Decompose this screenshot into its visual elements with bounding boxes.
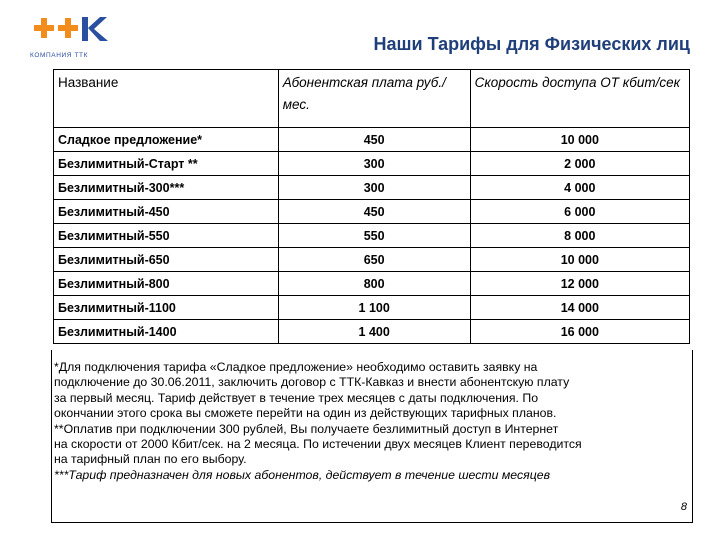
table-row (54, 320, 690, 344)
tariff-name: Безлимитный-Старт ** (54, 152, 279, 176)
tariff-price: 550 (278, 224, 470, 248)
table-row (54, 152, 690, 176)
tariff-speed: 2 000 (470, 152, 689, 176)
tariff-speed: 12 000 (470, 272, 689, 296)
tariff-name: Безлимитный-650 (54, 248, 279, 272)
tariff-name: Безлимитный-1100 (54, 296, 279, 320)
table-row (54, 272, 690, 296)
tariff-speed: 10 000 (470, 128, 689, 152)
table-header-row (54, 70, 690, 128)
tariff-name: Безлимитный-1400 (54, 320, 279, 344)
page-number: 8 (680, 501, 687, 513)
tariff-name: Безлимитный-800 (54, 272, 279, 296)
tariff-name: Безлимитный-300*** (54, 176, 279, 200)
ttk-logo-mark (30, 14, 114, 50)
tariff-name: Сладкое предложение* (54, 128, 279, 152)
tariff-speed: 14 000 (470, 296, 689, 320)
footnote-line: за первый месяц. Тариф действует в течение трех месяцев с даты подключения. По (54, 390, 539, 405)
footnotes (54, 360, 694, 483)
tariff-name: Безлимитный-550 (54, 224, 279, 248)
table-row (54, 224, 690, 248)
tariff-table (53, 69, 690, 344)
table-row (54, 128, 690, 152)
tariff-price: 1 400 (278, 320, 470, 344)
tariff-price: 300 (278, 152, 470, 176)
table-row (54, 296, 690, 320)
tariff-speed: 10 000 (470, 248, 689, 272)
footnote-line: **Оплатив при подключении 300 рублей, Вы получаете безлимитный доступ в Интернет (54, 421, 559, 436)
tariff-price: 450 (278, 128, 470, 152)
header-price: Абонентская плата руб./мес. (278, 70, 470, 128)
footnote-line: на скорости от 2000 Кбит/сек. на 2 месяца. По истечении двух месяцев Клиент переводится (54, 437, 582, 452)
logo-caption: КОМПАНИЯ ТТК (30, 52, 88, 59)
tariff-price: 650 (278, 248, 470, 272)
tariff-speed: 16 000 (470, 320, 689, 344)
tariff-price: 800 (278, 272, 470, 296)
page-title: Наши Тарифы для Физических лиц (373, 34, 690, 54)
tariff-speed: 8 000 (470, 224, 689, 248)
footnote-line: на тарифный план по его выбору. (54, 452, 247, 467)
footnote-italic-line: ***Тариф предназначен для новых абонентов, действует в течение шести месяцев (54, 467, 551, 482)
footnote-line: окончании этого срока вы сможете перейти на один из действующих тарифных планов. (54, 406, 557, 421)
table-row (54, 176, 690, 200)
footnote-line: подключение до 30.06.2011, заключить договор с ТТК-Кавказ и внести абонентскую плату (54, 375, 570, 390)
tariff-price: 450 (278, 200, 470, 224)
table-row (54, 200, 690, 224)
tariff-speed: 6 000 (470, 200, 689, 224)
footnote-line: *Для подключения тарифа «Сладкое предложение» необходимо оставить заявку на (54, 360, 538, 374)
table-row (54, 248, 690, 272)
tariff-speed: 4 000 (470, 176, 689, 200)
tariff-name: Безлимитный-450 (54, 200, 279, 224)
header-speed: Скорость доступа ОТ кбит/сек (470, 70, 689, 128)
header-name: Название (54, 70, 279, 128)
tariff-price: 300 (278, 176, 470, 200)
ttk-logo (30, 14, 114, 60)
tariff-price: 1 100 (278, 296, 470, 320)
